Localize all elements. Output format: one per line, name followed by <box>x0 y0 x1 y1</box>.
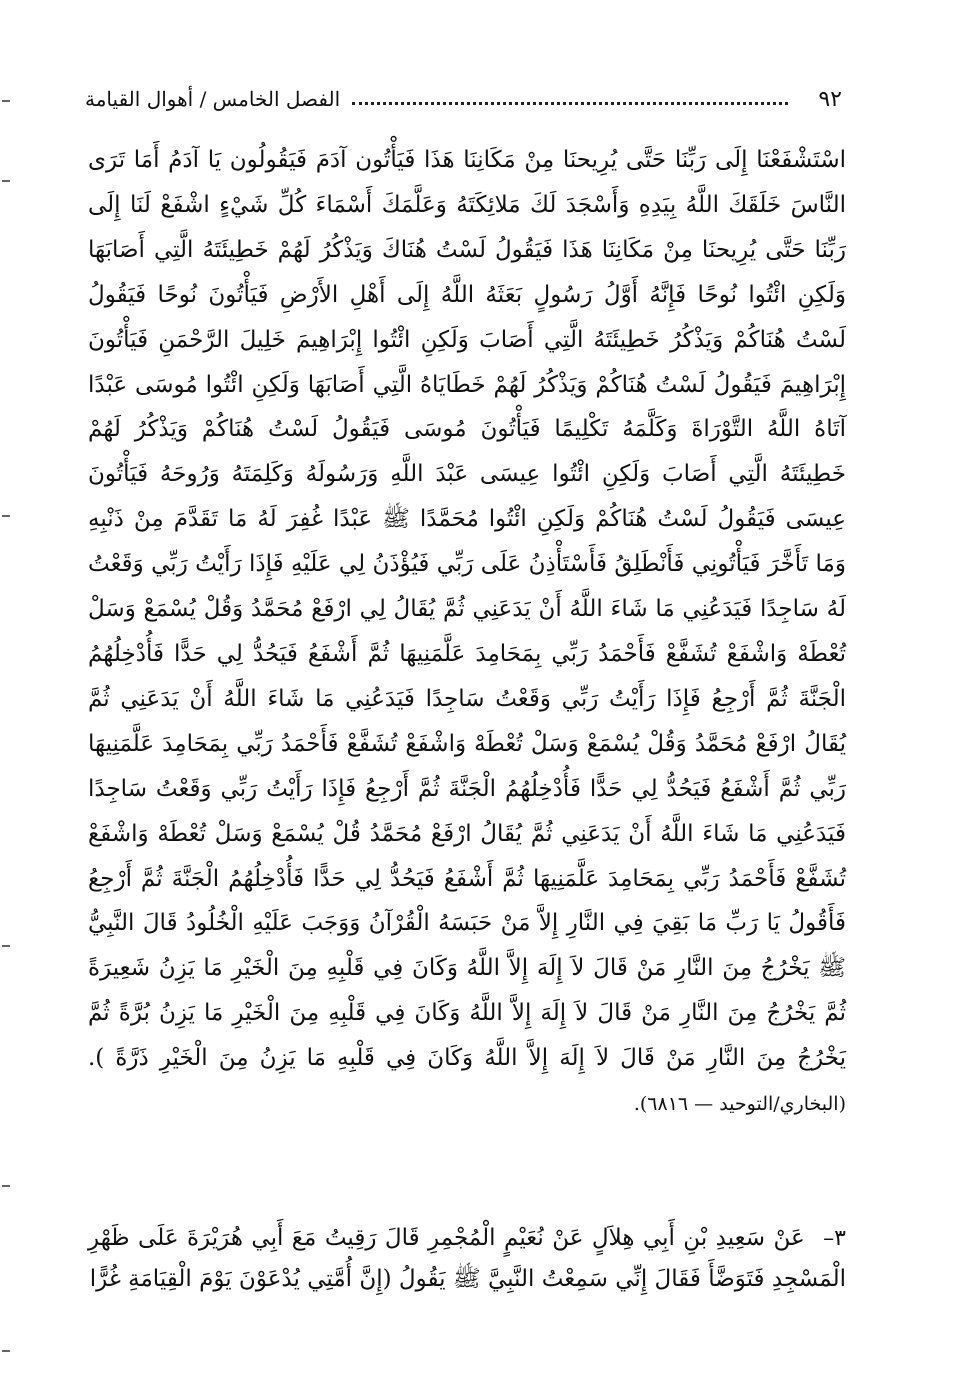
page-header <box>85 82 842 116</box>
hadith-body <box>88 138 846 1127</box>
page-number: ٩٢ <box>818 86 842 112</box>
hadith-number: ٣– <box>823 1226 846 1251</box>
running-title: الفصل الخامس / أهوال القيامة <box>85 87 341 111</box>
hadith-3 <box>88 1218 846 1299</box>
hadith-3-text: عَنْ سَعِيدِ بْنِ أَبِي هِلاَلٍ عَنْ نُعَيْمٍ الْمُجْمِرِ قَالَ رَقِيتُ مَعَ أَبِي هُرَيْرَةَ عَلَى ظَهْرِ الْمَسْجِدِ فَتَوَضَّأَ فَقَالَ إِنِّي سَمِعْتُ النَّبِيَّ ﷺ يَقُولُ (إِنَّ أُمَّتِي يُدْعَوْنَ يَوْمَ الْقِيَامَةِ غُرًّا <box>88 1225 846 1292</box>
margin-mark <box>2 1350 10 1352</box>
margin-mark <box>2 515 10 517</box>
hadith-text: اسْتَشْفَعْنَا إِلَى رَبِّنَا حَتَّى يُرِيحنَا مِنْ مَكَانِنَا هَذَا فَيَأْتُون آدَمَ فَيَقُولُون يَا آدَمُ أَمَا تَرَى النَّاسَ خَلَقَكَ اللَّهُ بِيَدِهِ وَأَسْجَدَ لَكَ مَلائِكَتَهُ وَعَلَّمَكَ أَسْمَاءَ كُلِّ شَيْءٍ اشْفَعْ لَنَا إِلَى رَبِّنَا حَتَّى يُرِيحنَا مِنْ مَكَانِنَا هَذَا فَيَقُولُ لَسْتُ هُنَاكَ وَيَذْكُرُ لَهُمْ خَطِيئَتَهُ الَّتِي أَصَابَهَا وَلَكِنِ ائْتُوا نُوحًا فَإِنَّهُ أَوَّلُ رَسُولٍ بَعَثَهُ اللَّهُ إِلَى أَهْلِ الأَرْضِ فَيَأْتُونَ نُوحًا فَيَقُولُ لَسْتُ هُنَاكُمْ وَيَذْكُرُ خَطِيئَتَهُ الَّتِي أَصَابَ وَلَكِنِ ائْتُوا إِبْرَاهِيمَ خَلِيلَ الرَّحْمَنِ فَيَأْتُونَ إِبْرَاهِيمَ فَيَقُولُ لَسْتُ هُنَاكُمْ وَيَذْكُرُ لَهُمْ خَطَايَاهُ الَّتِي أَصَابَهَا وَلَكِنِ ائْتُوا مُوسَى عَبْدًا آتَاهُ اللَّهُ التَّوْرَاةَ وَكَلَّمَهُ تَكْلِيمًا فَيَأْتُونَ مُوسَى فَيَقُولُ لَسْتُ هُنَاكُمْ وَيَذْكُرُ لَهُمْ خَطِيئَتَهُ الَّتِي أَصَابَ وَلَكِنِ ائْتُوا عِيسَى عَبْدَ اللَّهِ وَرَسُولَهُ وَكَلِمَتَهُ وَرُوحَهُ فَيَأْتُونَ عِيسَى فَيَقُولُ لَسْتُ هُنَاكُمْ وَلَكِنِ ائْتُوا مُحَمَّدًا ﷺ عَبْدًا غُفِرَ لَهُ مَا تَقَدَّمَ مِنْ ذَنْبِهِ وَمَا تَأَخَّرَ فَيَأْتُونِي فَأَنْطَلِقُ فَأَسْتَأْذِنُ عَلَى رَبِّي فَيُؤْذَنُ لِي عَلَيْهِ فَإِذَا رَأَيْتُ رَبِّي وَقَعْتُ لَهُ سَاجِدًا فَيَدَعُنِي مَا شَاءَ اللَّهُ أَنْ يَدَعَنِي ثُمَّ يُقَالُ لِي ارْفَعْ مُحَمَّدُ وَقُلْ يُسْمَعْ وَسَلْ تُعْطَهْ وَاشْفَعْ تُشَفَّعْ فَأَحْمَدُ رَبِّي بِمَحَامِدَ عَلَّمَنِيهَا ثُمَّ أَشْفَعُ فَيَحُدُّ لِي حَدًّا فَأُدْخِلُهُمُ الْجَنَّةَ ثُمَّ أَرْجِعُ فَإِذَا رَأَيْتُ رَبِّي وَقَعْتُ سَاجِدًا فَيَدَعُنِي مَا شَاءَ اللَّهُ أَنْ يَدَعَنِي ثُمَّ يُقَالُ ارْفَعْ مُحَمَّدُ وَقُلْ يُسْمَعْ وَسَلْ تُعْطَهْ وَاشْفَعْ تُشَفَّعْ فَأَحْمَدُ رَبِّي بِمَحَامِدَ عَلَّمَنِيهَا رَبِّي ثُمَّ أَشْفَعُ فَيَحُدُّ لِي حَدًّا فَأُدْخِلُهُمُ الْجَنَّةَ ثُمَّ أَرْجِعُ فَإِذَا رَأَيْتُ رَبِّي وَقَعْتُ سَاجِدًا فَيَدَعُنِي مَا شَاءَ اللَّهُ أَنْ يَدَعَنِي ثُمَّ يُقَالُ ارْفَعْ مُحَمَّدُ قُلْ يُسْمَعْ وَسَلْ تُعْطَهْ وَاشْفَعْ تُشَفَّعْ فَأَحْمَدُ رَبِّي بِمَحَامِدَ عَلَّمَنِيهَا ثُمَّ أَشْفَعُ فَيَحُدُّ لِي حَدًّا فَأُدْخِلُهُمُ الْجَنَّةَ ثُمَّ أَرْجِعُ فَأَقُولُ يَا رَبِّ مَا بَقِيَ فِي النَّارِ إِلاَّ مَنْ حَبَسَهُ الْقُرْآنُ وَوَجَبَ عَلَيْهِ الْخُلُودُ قَالَ النَّبِيُّ ﷺ يَخْرُجُ مِنَ النَّارِ مَنْ قَالَ لاَ إِلَهَ إِلاَّ اللَّهُ وَكَانَ فِي قَلْبِهِ مِنَ الْخَيْرِ مَا يَزِنُ شَعِيرَةً ثُمَّ يَخْرُجُ مِنَ النَّارِ مَنْ قَالَ لاَ إِلَهَ إِلاَّ اللَّهُ وَكَانَ فِي قَلْبِهِ مِنَ الْخَيْرِ مَا يَزِنُ بُرَّةً ثُمَّ يَخْرُجُ مِنَ النَّارِ مَنْ قَالَ لاَ إِلَهَ إِلاَّ اللَّهُ وَكَانَ فِي قَلْبِهِ مَا يَزِنُ مِنَ الْخَيْرِ ذَرَّةً ). <box>88 147 846 1072</box>
hadith-reference: (البخاري/التوحيد — ٦٨١٦). <box>633 1093 846 1116</box>
margin-mark <box>2 945 10 947</box>
margin-mark <box>2 180 10 182</box>
margin-mark <box>2 1185 10 1187</box>
dotted-leader <box>352 102 788 105</box>
margin-mark <box>2 100 10 102</box>
